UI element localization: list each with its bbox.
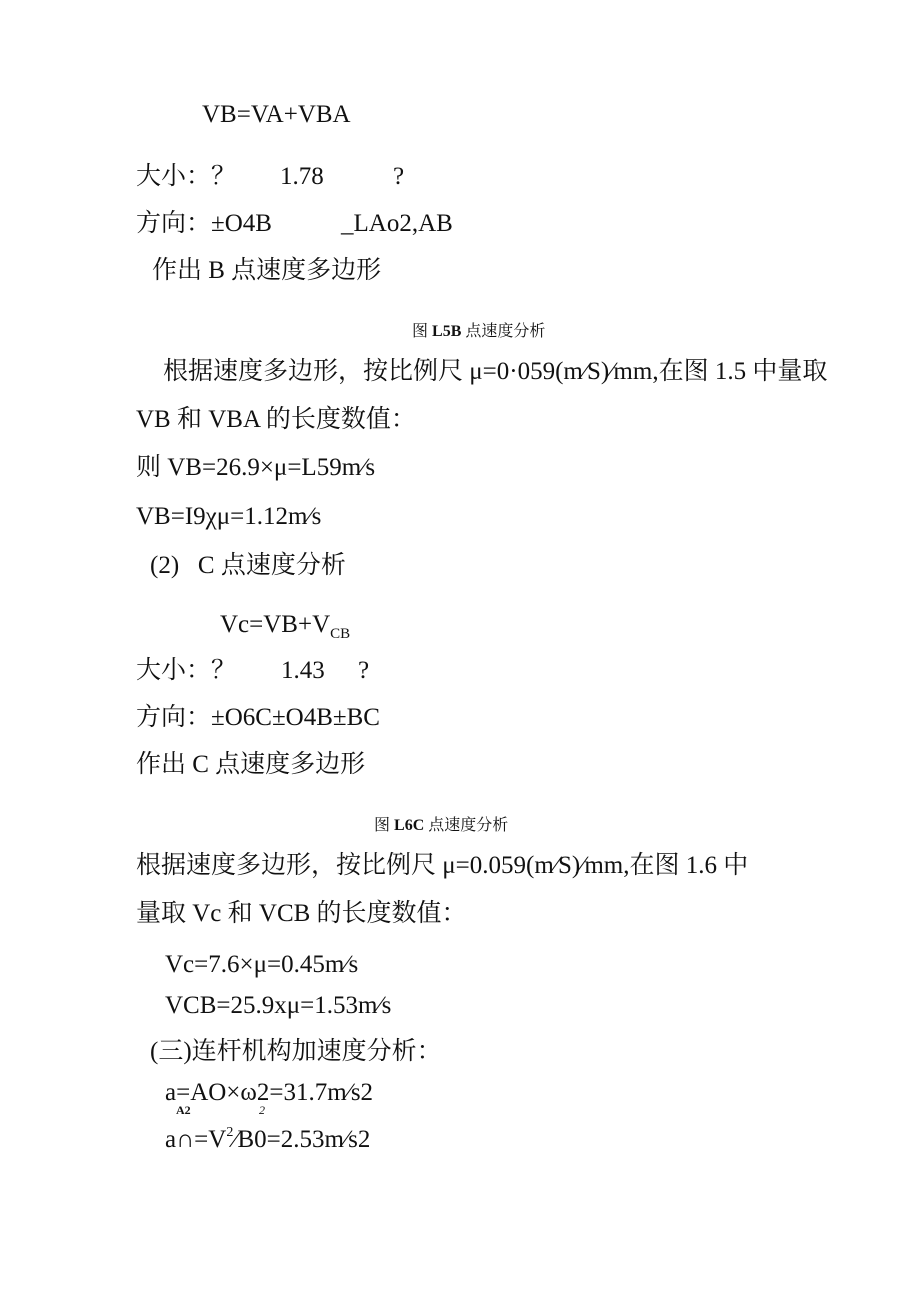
eq-normal-superscript: 2 [226, 1125, 234, 1140]
paragraph-b-measure: VB 和 VBA 的长度数值： [136, 406, 416, 433]
eq-vba-value: VB=I9χμ=1.12m∕s [136, 503, 322, 530]
section-heading-acceleration: (三)连杆机构加速度分析： [150, 1038, 442, 1065]
magnitude-value-c: 1.43 [281, 657, 325, 684]
eq-acceleration-a2: a=AO×ω2=31.7m∕s2 [165, 1079, 374, 1106]
eq-vb-value: 则 VB=26.9×μ=L59m∕s [136, 454, 376, 481]
section-heading-c-velocity: (2) C 点速度分析 [150, 552, 346, 579]
eq-normal-post: ∕B0=2.53m∕s2 [233, 1126, 371, 1153]
eq-omega-subscript: 2 [259, 1103, 265, 1117]
eq-normal-pre: a∩=V [165, 1126, 227, 1153]
eq-vb: VB=VA+VBA [202, 101, 351, 128]
magnitude-unknown-c: ? [358, 657, 370, 684]
eq-vc [220, 610, 350, 643]
eq-a2-subscript: A2 [176, 1103, 191, 1117]
construct-c-polygon: 作出 C 点速度多边形 [136, 751, 366, 778]
direction-label-b: 方向：±O4B [136, 210, 272, 237]
direction-c: 方向：±O6C±O4B±BC [136, 704, 380, 731]
magnitude-label-b: 大小：？ [136, 163, 237, 190]
construct-b-polygon: 作出 B 点速度多边形 [152, 257, 382, 284]
magnitude-value-b: 1.78 [280, 163, 324, 190]
eq-vcb-value: VCB=25.9xμ=1.53m∕s [165, 992, 392, 1019]
caption-1-suffix: 点速度分析 [461, 323, 546, 340]
caption-2-prefix: 图 [374, 817, 395, 834]
paragraph-c-scale: 根据速度多边形，按比例尺 μ=0.059(m∕S)∕mm,在图 1.6 中 [136, 852, 749, 879]
caption-2-number: L6C [394, 817, 425, 834]
eq-vc-value: Vc=7.6×μ=0.45m∕s [165, 951, 359, 978]
paragraph-b-scale: 根据速度多边形，按比例尺 μ=0·059(m∕S)∕mm,在图 1.5 中量取 [163, 358, 828, 385]
caption-1-prefix: 图 [412, 323, 433, 340]
caption-2-suffix: 点速度分析 [424, 817, 509, 834]
eq-vc-subscript: CB [330, 626, 351, 642]
figure-caption-1-6 [374, 816, 508, 836]
magnitude-label-c: 大小：？ [136, 657, 237, 684]
paragraph-c-measure: 量取 Vc 和 VCB 的长度数值： [136, 900, 467, 927]
eq-acceleration-normal [165, 1125, 370, 1155]
magnitude-unknown-b: ? [393, 163, 405, 190]
direction-value-b: _LAo2,AB [341, 210, 453, 237]
eq-vc-main: Vc=VB+V [220, 611, 331, 638]
figure-caption-1-5 [412, 322, 545, 342]
caption-1-number: L5B [432, 323, 462, 340]
